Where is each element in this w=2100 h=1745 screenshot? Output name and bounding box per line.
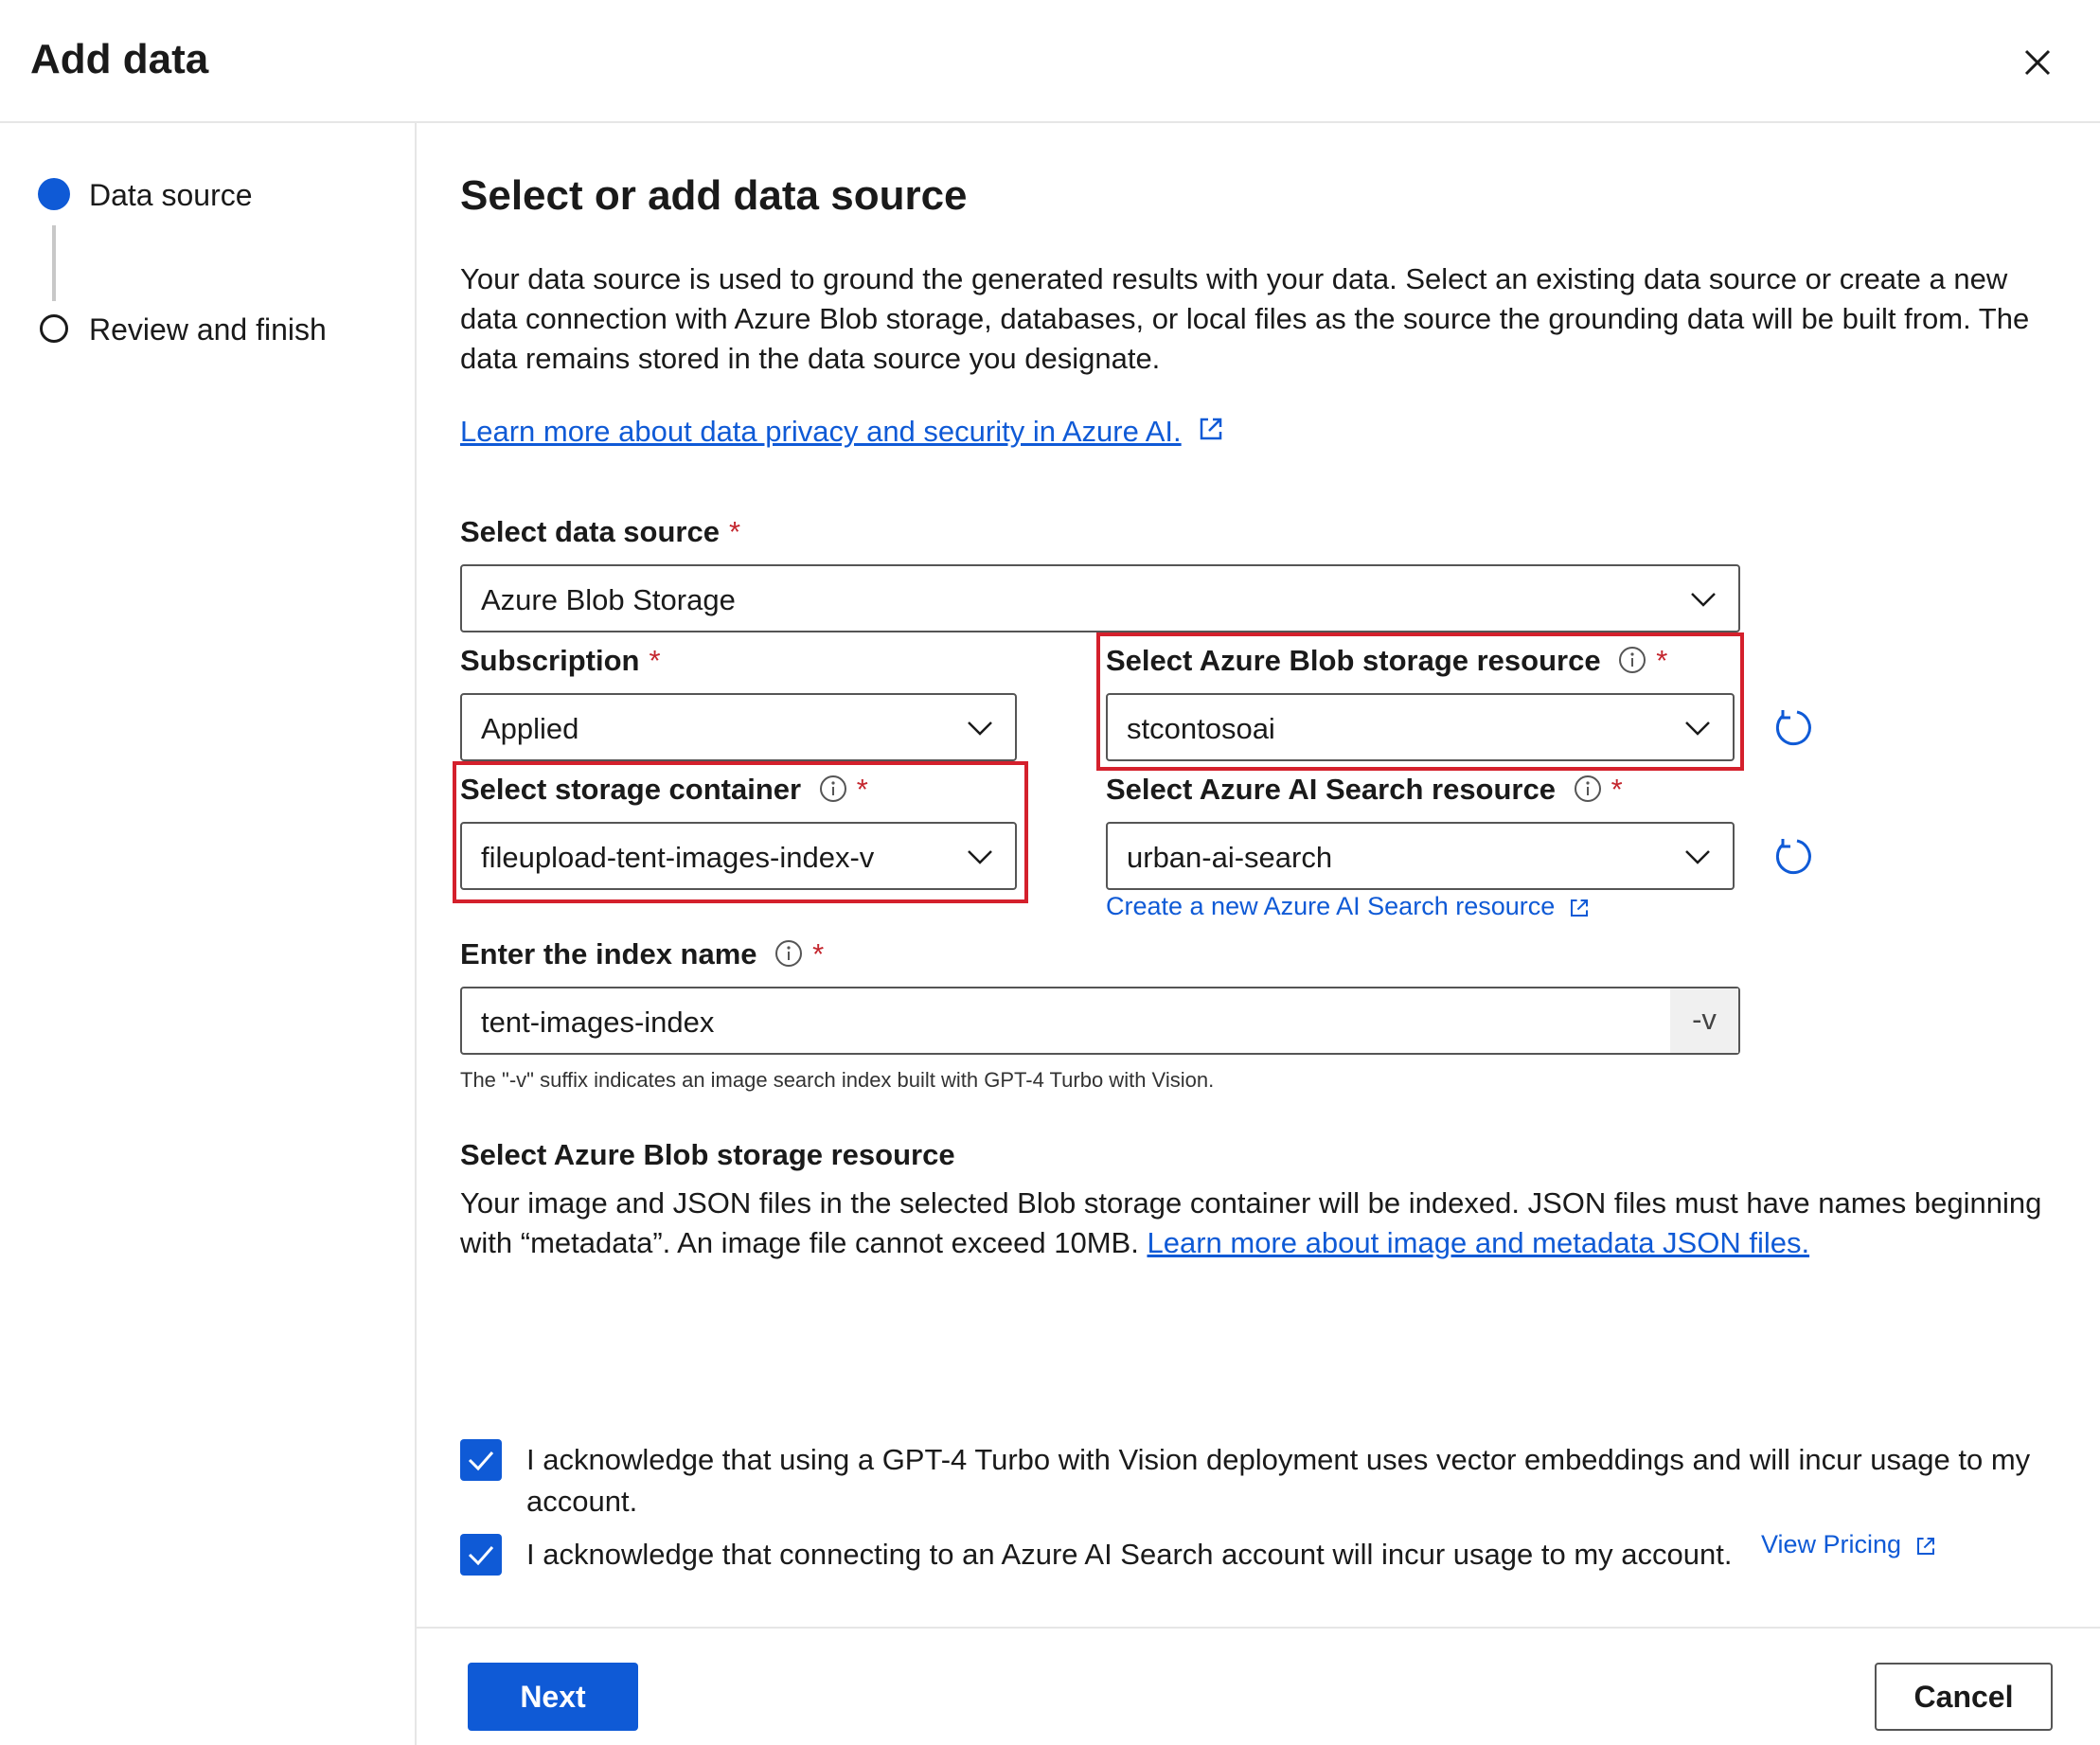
index-name-label: Enter the index name * xyxy=(460,937,825,970)
required-marker: * xyxy=(812,937,825,970)
blob-resource-label: Select Azure Blob storage resource * xyxy=(1106,644,1668,677)
ack-embeddings-checkbox[interactable] xyxy=(460,1439,502,1481)
blob-resource-select[interactable] xyxy=(1106,693,1735,761)
blob-resource-value: stcontosoai xyxy=(1127,712,1275,745)
page-title: Select or add data source xyxy=(460,172,968,219)
dialog-title: Add data xyxy=(30,36,209,82)
refresh-icon xyxy=(1772,835,1814,877)
checkmark-icon xyxy=(460,1534,502,1576)
ack-search-checkbox[interactable] xyxy=(460,1534,502,1576)
dialog-header xyxy=(0,0,2100,123)
cancel-button[interactable]: Cancel xyxy=(1875,1663,2053,1731)
storage-container-value: fileupload-tent-images-index-v xyxy=(481,841,875,874)
chevron-down-icon xyxy=(1689,589,1717,610)
subscription-select[interactable] xyxy=(460,693,1017,761)
privacy-link-row xyxy=(460,415,1225,449)
footer-divider xyxy=(417,1627,2100,1629)
data-source-select[interactable] xyxy=(460,564,1740,632)
chevron-down-icon xyxy=(1683,846,1712,867)
index-name-input[interactable] xyxy=(460,987,1740,1055)
ack-embeddings-label: I acknowledge that using a GPT-4 Turbo with Vision deployment uses vector embeddings and will incur usage to my account. xyxy=(526,1443,2031,1518)
index-name-value: tent-images-index xyxy=(481,1006,715,1039)
storage-container-label: Select storage container * xyxy=(460,773,868,806)
refresh-search-resource-button[interactable] xyxy=(1772,835,1814,877)
refresh-blob-resource-button[interactable] xyxy=(1772,706,1814,748)
page-description: Your data source is used to ground the generated results with your data. Select an existing data source or create a new data connection with Azure Blob storage, databases, or local files as the source the grounding data will be built from. The data remains stored in the data source you designate. xyxy=(460,262,2030,375)
image-metadata-link[interactable]: Learn more about image and metadata JSON files. xyxy=(1147,1226,1810,1259)
search-resource-select[interactable] xyxy=(1106,822,1735,890)
refresh-icon xyxy=(1772,706,1814,748)
external-link-icon xyxy=(1197,415,1225,443)
create-search-resource-link[interactable]: Create a new Azure AI Search resource xyxy=(1106,892,1591,921)
required-marker: * xyxy=(728,515,741,548)
privacy-link[interactable]: Learn more about data privacy and security in Azure AI. xyxy=(460,415,1182,448)
wizard-steps xyxy=(0,123,417,1745)
required-marker: * xyxy=(649,644,661,677)
info-icon[interactable] xyxy=(819,775,847,803)
data-source-label: Select data source * xyxy=(460,515,741,548)
close-button[interactable] xyxy=(2017,42,2058,83)
ack-search-label: I acknowledge that connecting to an Azure AI Search account will incur usage to my account. xyxy=(526,1538,1733,1571)
step-data-source[interactable]: Data source xyxy=(89,178,253,212)
chevron-down-icon xyxy=(1683,718,1712,739)
step-active-indicator xyxy=(38,178,70,210)
info-icon[interactable] xyxy=(1618,646,1646,674)
close-icon xyxy=(2017,42,2058,83)
search-resource-value: urban-ai-search xyxy=(1127,841,1333,874)
required-marker: * xyxy=(1656,644,1668,677)
step-review-and-finish[interactable]: Review and finish xyxy=(89,312,327,347)
external-link-icon xyxy=(1568,897,1591,919)
subscription-value: Applied xyxy=(481,712,579,745)
checkmark-icon xyxy=(460,1439,502,1481)
info-icon[interactable] xyxy=(1574,775,1602,803)
view-pricing-link[interactable]: View Pricing xyxy=(1761,1530,1937,1559)
chevron-down-icon xyxy=(966,718,994,739)
external-link-icon xyxy=(1914,1535,1937,1558)
step-connector xyxy=(52,225,56,301)
subscription-label: Subscription * xyxy=(460,644,661,677)
index-name-suffix: -v xyxy=(1670,988,1738,1053)
blob-section-title: Select Azure Blob storage resource xyxy=(460,1138,955,1171)
data-source-value: Azure Blob Storage xyxy=(481,583,736,616)
index-name-hint: The "-v" suffix indicates an image search index built with GPT-4 Turbo with Vision. xyxy=(460,1068,1215,1092)
search-resource-label: Select Azure AI Search resource * xyxy=(1106,773,1623,806)
storage-container-select[interactable] xyxy=(460,822,1017,890)
step-pending-indicator xyxy=(40,314,68,343)
info-icon[interactable] xyxy=(774,939,803,968)
required-marker: * xyxy=(1611,773,1623,806)
next-button[interactable]: Next xyxy=(468,1663,638,1731)
blob-section-description: Your image and JSON files in the selected Blob storage container will be indexed. JSON files must have names beginning with “metadata”. An image file cannot exceed 10MB. Learn more about image and metadata JSON files. xyxy=(460,1186,2042,1259)
chevron-down-icon xyxy=(966,846,994,867)
required-marker: * xyxy=(856,773,868,806)
